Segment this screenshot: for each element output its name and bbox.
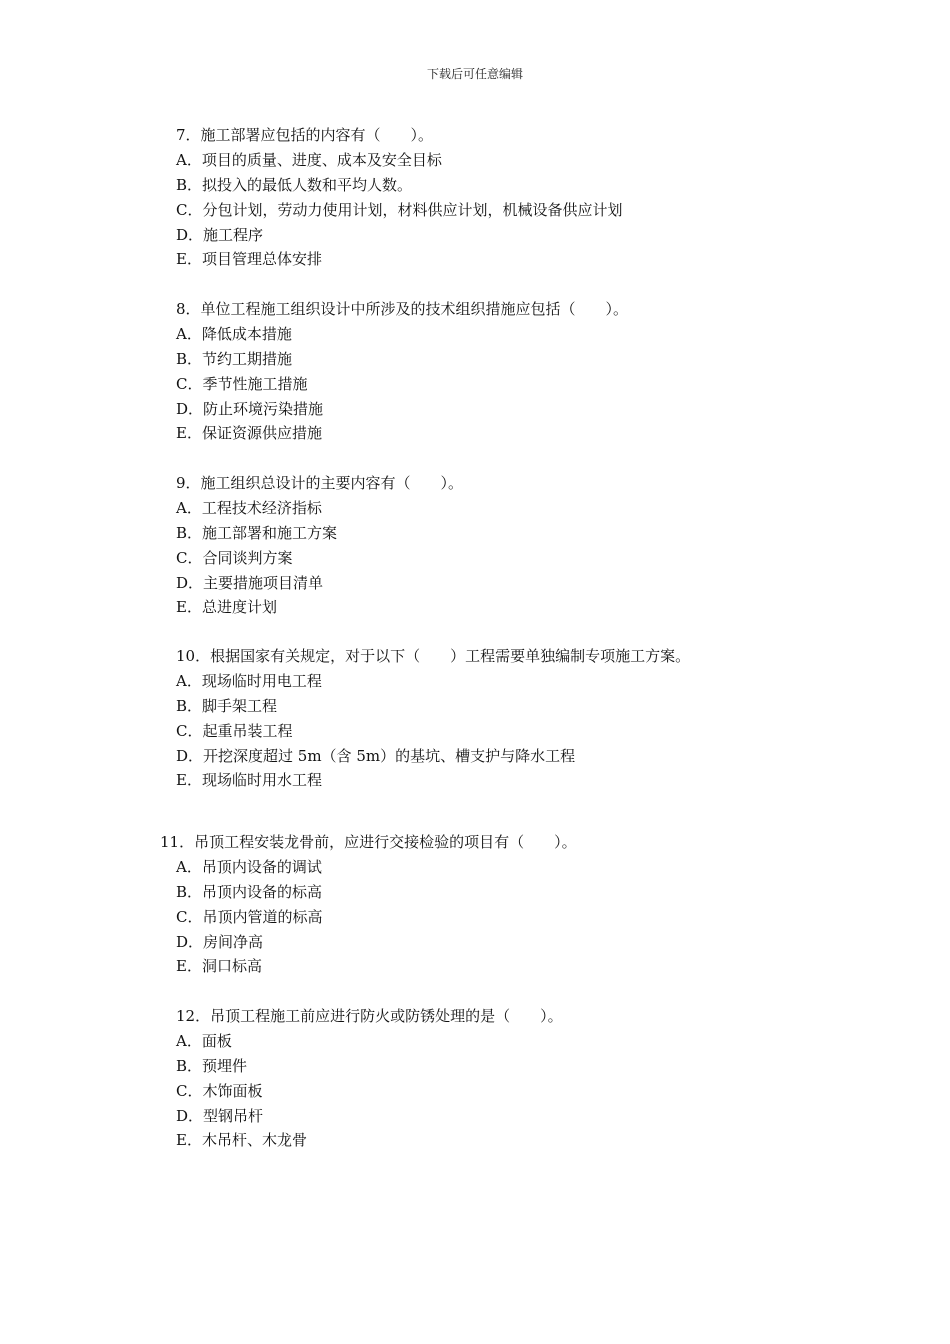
- option-a: A．吊顶内设备的调试: [176, 857, 322, 876]
- question-stem: 8．单位工程施工组织设计中所涉及的技术组织措施应包括（ ）。: [176, 300, 629, 318]
- question-stem: 9．施工组织总设计的主要内容有（ ）。: [176, 474, 464, 492]
- question-stem: 12．吊顶工程施工前应进行防火或防锈处理的是（ ）。: [176, 1007, 563, 1025]
- question-stem: 10．根据国家有关规定，对于以下（ ）工程需要单独编制专项施工方案。: [176, 647, 691, 665]
- question-7: [176, 123, 876, 272]
- option-a: A．工程技术经济指标: [176, 498, 322, 517]
- question-stem: 11．吊顶工程安装龙骨前，应进行交接检验的项目有（ ）。: [160, 833, 577, 851]
- option-d: D．房间净高: [176, 932, 264, 951]
- page-header: 下载后可任意编辑: [426, 67, 523, 81]
- option-b: B．施工部署和施工方案: [176, 523, 338, 542]
- option-c: C．分包计划，劳动力使用计划，材料供应计划，机械设备供应计划: [176, 200, 623, 219]
- option-a: A．现场临时用电工程: [176, 671, 322, 690]
- option-b: B．吊顶内设备的标高: [176, 882, 323, 901]
- option-e: E．现场临时用水工程: [176, 771, 322, 790]
- option-b: B．节约工期措施: [176, 349, 293, 368]
- question-12: [176, 1004, 876, 1153]
- option-e: E．木吊杆、木龙骨: [176, 1131, 307, 1150]
- option-b: B．脚手架工程: [176, 696, 278, 715]
- question-9: [176, 471, 876, 620]
- option-c: C．起重吊装工程: [176, 721, 293, 740]
- option-e: E．项目管理总体安排: [176, 250, 322, 269]
- question-stem: 7．施工部署应包括的内容有（ ）。: [176, 126, 434, 144]
- option-e: E．总进度计划: [176, 598, 277, 617]
- option-d: D．型钢吊杆: [176, 1106, 264, 1125]
- option-c: C．吊顶内管道的标高: [176, 907, 323, 926]
- option-d: D．主要措施项目清单: [176, 573, 324, 592]
- option-d: D．开挖深度超过 5m（含 5m）的基坑、槽支护与降水工程: [176, 746, 576, 765]
- question-8: [176, 297, 876, 446]
- option-a: A．降低成本措施: [176, 324, 292, 343]
- option-c: C．季节性施工措施: [176, 374, 308, 393]
- option-c: C．合同谈判方案: [176, 548, 293, 567]
- option-e: E．保证资源供应措施: [176, 424, 322, 443]
- option-a: A．面板: [176, 1031, 232, 1050]
- option-b: B．拟投入的最低人数和平均人数。: [176, 175, 413, 194]
- option-a: A．项目的质量、进度、成本及安全目标: [176, 150, 442, 169]
- option-e: E．洞口标高: [176, 957, 262, 976]
- option-b: B．预埋件: [176, 1056, 248, 1075]
- question-11: [160, 830, 860, 979]
- option-d: D．施工程序: [176, 225, 264, 244]
- option-d: D．防止环境污染措施: [176, 399, 324, 418]
- option-c: C．木饰面板: [176, 1081, 263, 1100]
- question-10: [176, 644, 876, 793]
